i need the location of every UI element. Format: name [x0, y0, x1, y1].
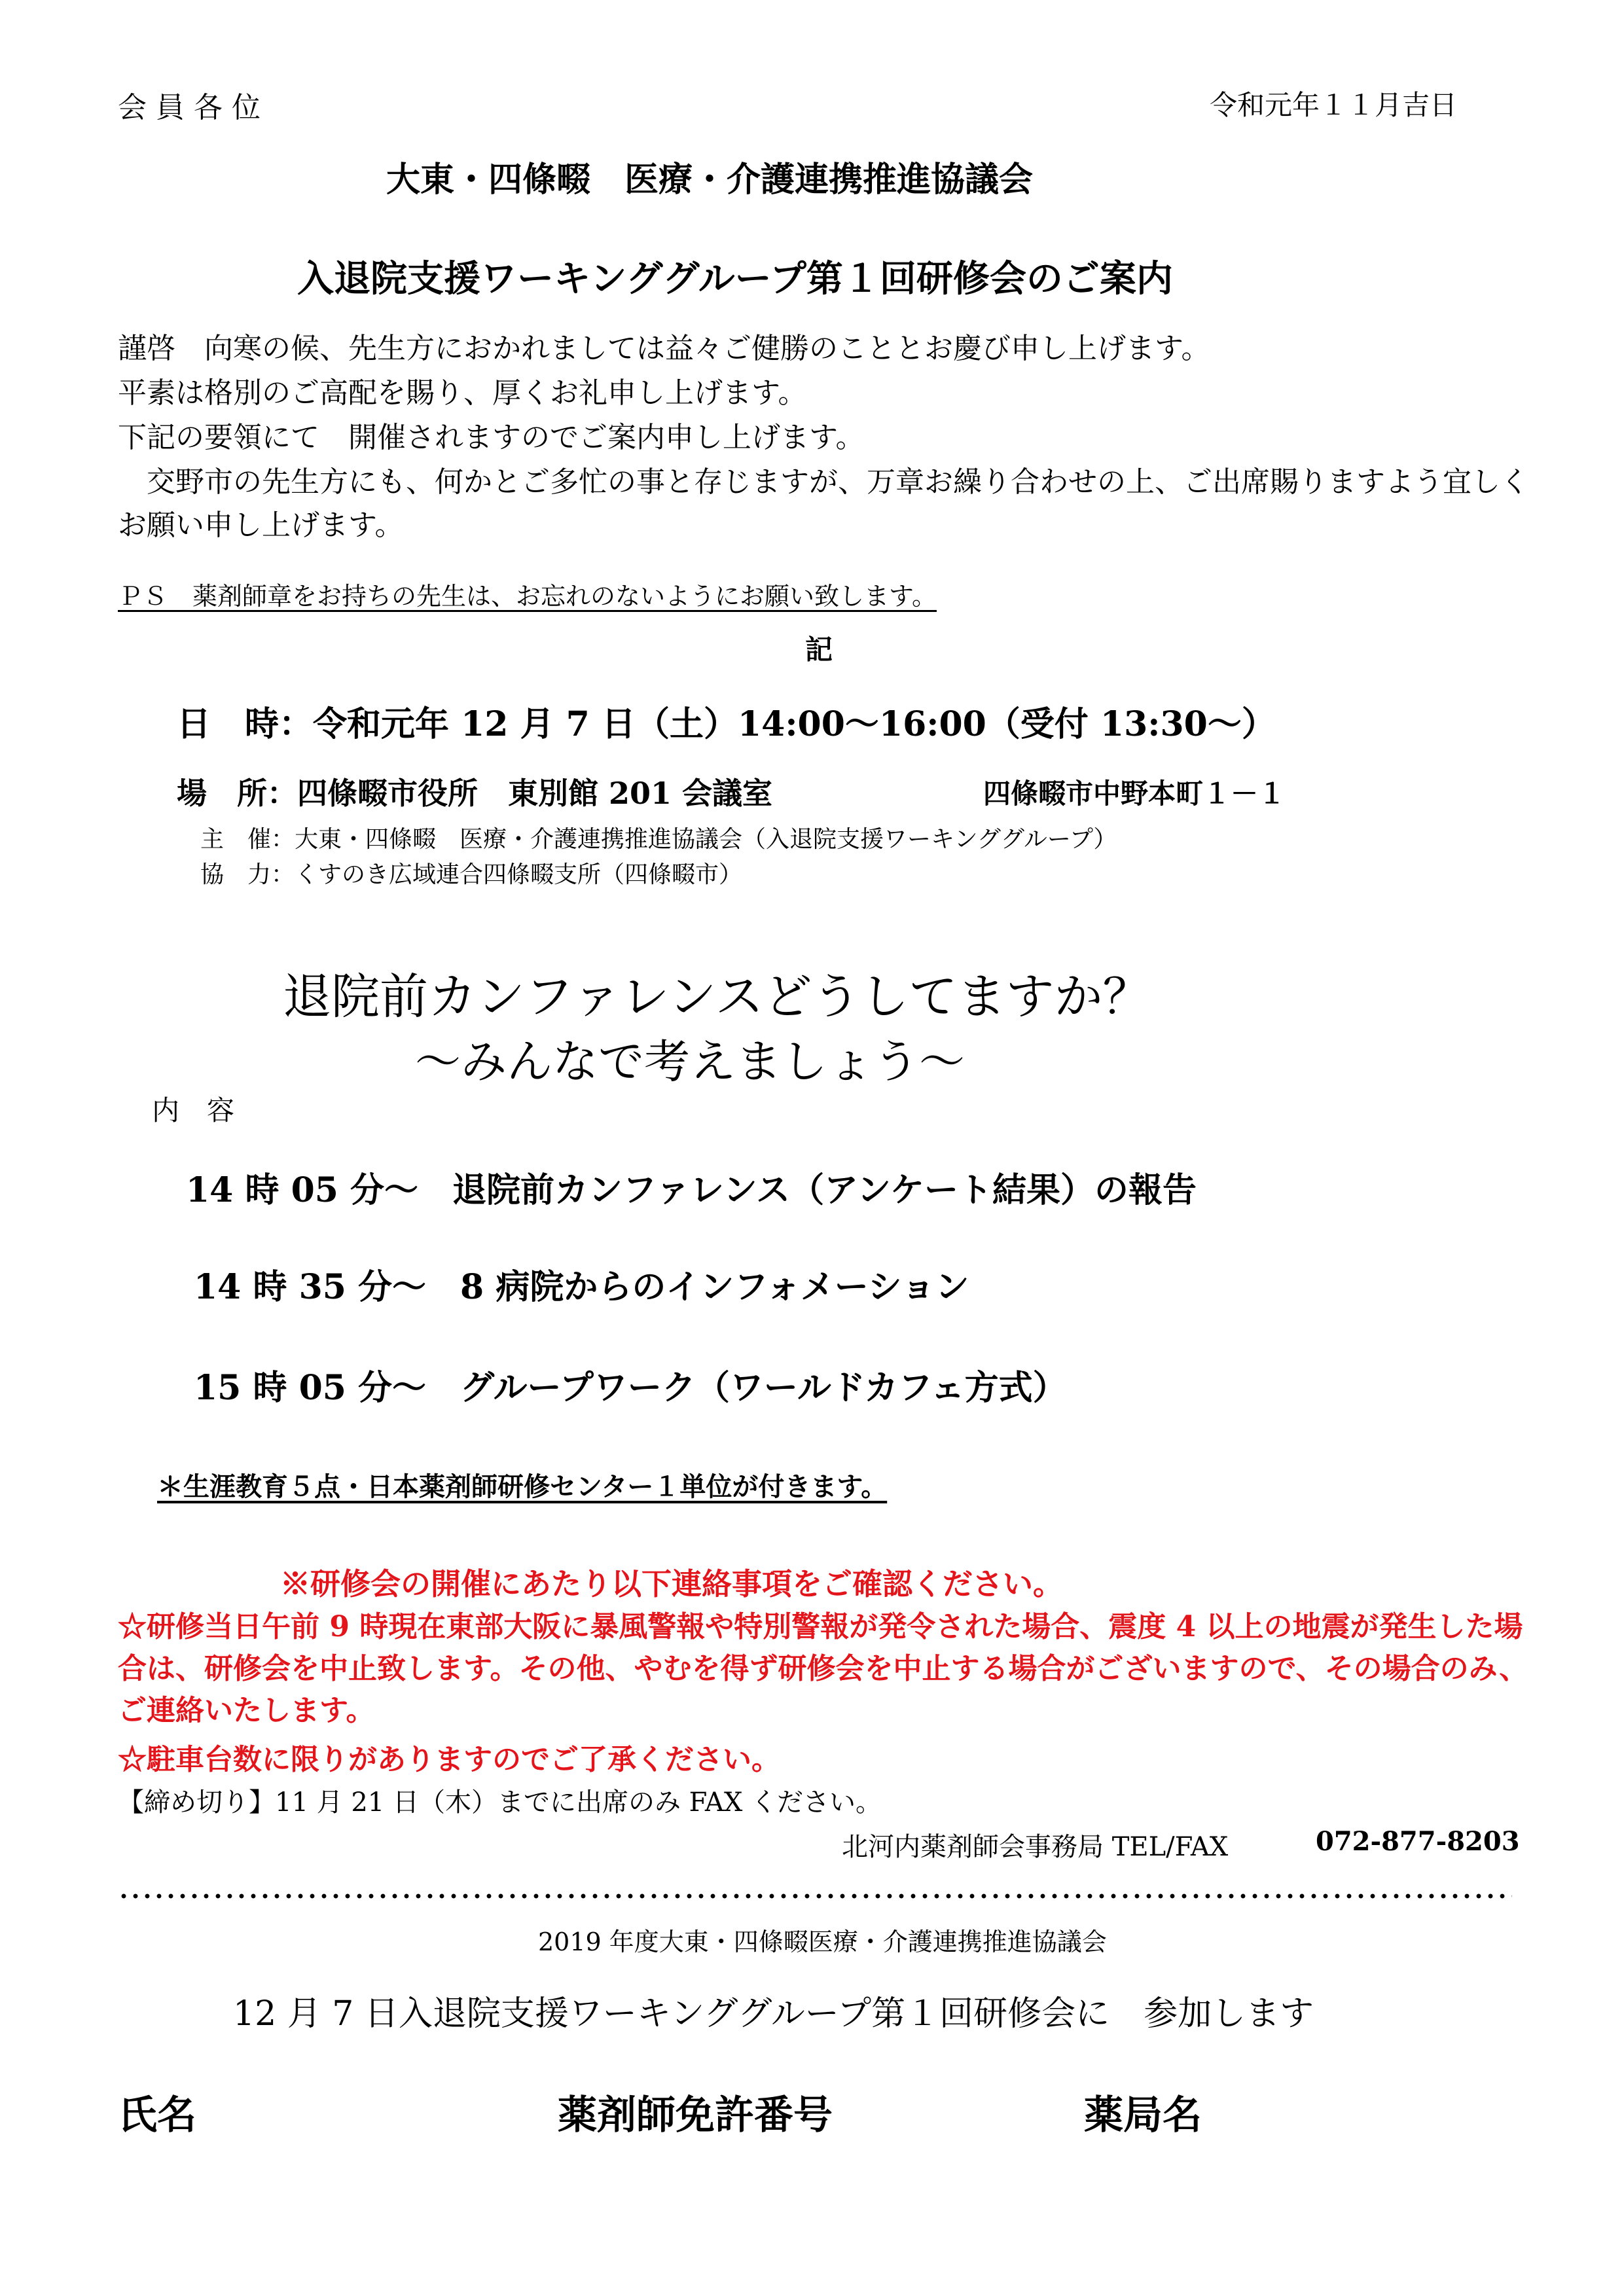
schedule-item: 14 時 35 分～ 8 病院からのインフォメーション	[194, 1267, 969, 1307]
credit-note: ＊生涯教育５点・日本薬剤師研修センター１単位が付きます。	[157, 1471, 888, 1502]
event-place: 場 所：四條畷市役所 東別館 201 会議室	[177, 776, 773, 811]
schedule-item: 14 時 05 分～ 退院前カンファレンス（アンケート結果）の報告	[186, 1170, 1197, 1210]
form-name-label: 氏名	[118, 2092, 196, 2138]
event-datetime: 日 時：令和元年 12 月 7 日（土）14:00～16:00（受付 13:30～）	[177, 704, 1276, 744]
content-label: 内 容	[152, 1094, 235, 1126]
form-license-label: 薬剤師免許番号	[558, 2092, 833, 2138]
form-org-year: 2019 年度大東・四條畷医療・介護連携推進協議会	[538, 1928, 1107, 1956]
notice-cancel-policy: ☆研修当日午前 9 時現在東部大阪に暴風警報や特別警報が発令された場合、震度 4 以上の地震が発生した場合は、研修会を中止致します。その他、やむを得ず研修会を中止する場合がございますので、その場合のみ、ご連絡いたします。	[118, 1610, 1528, 1727]
event-organizer: 主 催：大東・四條畷 医療・介護連携推進協議会（入退院支援ワーキンググループ）	[200, 826, 1117, 853]
notice-heading: ※研修会の開催にあたり以下連絡事項をご確認ください。	[280, 1566, 1063, 1602]
greeting-line-1: 謹啓 向寒の候、先生方におかれましては益々ご健勝のこととお慶び申し上げます。	[118, 332, 1210, 365]
ps-note: ＰＳ 薬剤師章をお持ちの先生は、お忘れのないようにお願い致します。	[118, 582, 937, 611]
contact-office: 北河内薬剤師会事務局 TEL/FAX	[842, 1832, 1229, 1862]
cut-line-divider	[118, 1892, 1512, 1901]
event-cooperation: 協 力：くすのき広域連合四條畷支所（四條畷市）	[200, 861, 743, 888]
document-title: 入退院支援ワーキンググループ第１回研修会のご案内	[297, 257, 1173, 300]
contact-phone: 072-877-8203	[1316, 1826, 1520, 1857]
form-pharmacy-label: 薬局名	[1084, 2092, 1202, 2138]
greeting-line-4: 交野市の先生方にも、何かとご多忙の事と存じますが、万章お繰り合わせの上、ご出席賜りますよう宜しくお願い申し上げます。	[118, 465, 1529, 542]
main-heading: 退院前カンファレンスどうしてますか？	[283, 969, 1151, 1025]
ki-marker: 記	[805, 634, 833, 666]
issue-date: 令和元年１１月吉日	[1210, 89, 1458, 121]
notice-parking: ☆駐車台数に限りがありますのでご了承ください。	[118, 1743, 780, 1776]
schedule-item: 15 時 05 分～ グループワーク（ワールドカフェ方式）	[194, 1368, 1067, 1408]
greeting-line-3: 下記の要領にて 開催されますのでご案内申し上げます。	[118, 421, 865, 454]
form-attend-line: 12 月 7 日入退院支援ワーキンググループ第１回研修会に 参加します	[233, 1994, 1314, 2034]
organization-name: 大東・四條畷 医療・介護連携推進協議会	[386, 160, 1034, 200]
recipient-label: 会 員 各 位	[118, 91, 261, 124]
greeting-line-2: 平素は格別のご高配を賜り、厚くお礼申し上げます。	[118, 376, 807, 410]
event-address: 四條畷市中野本町１－１	[983, 778, 1286, 810]
sub-heading: ～みんなで考えましょう～	[415, 1035, 965, 1088]
deadline-note: 【締め切り】11 月 21 日（木）までに出席のみ FAX ください。	[118, 1787, 882, 1818]
